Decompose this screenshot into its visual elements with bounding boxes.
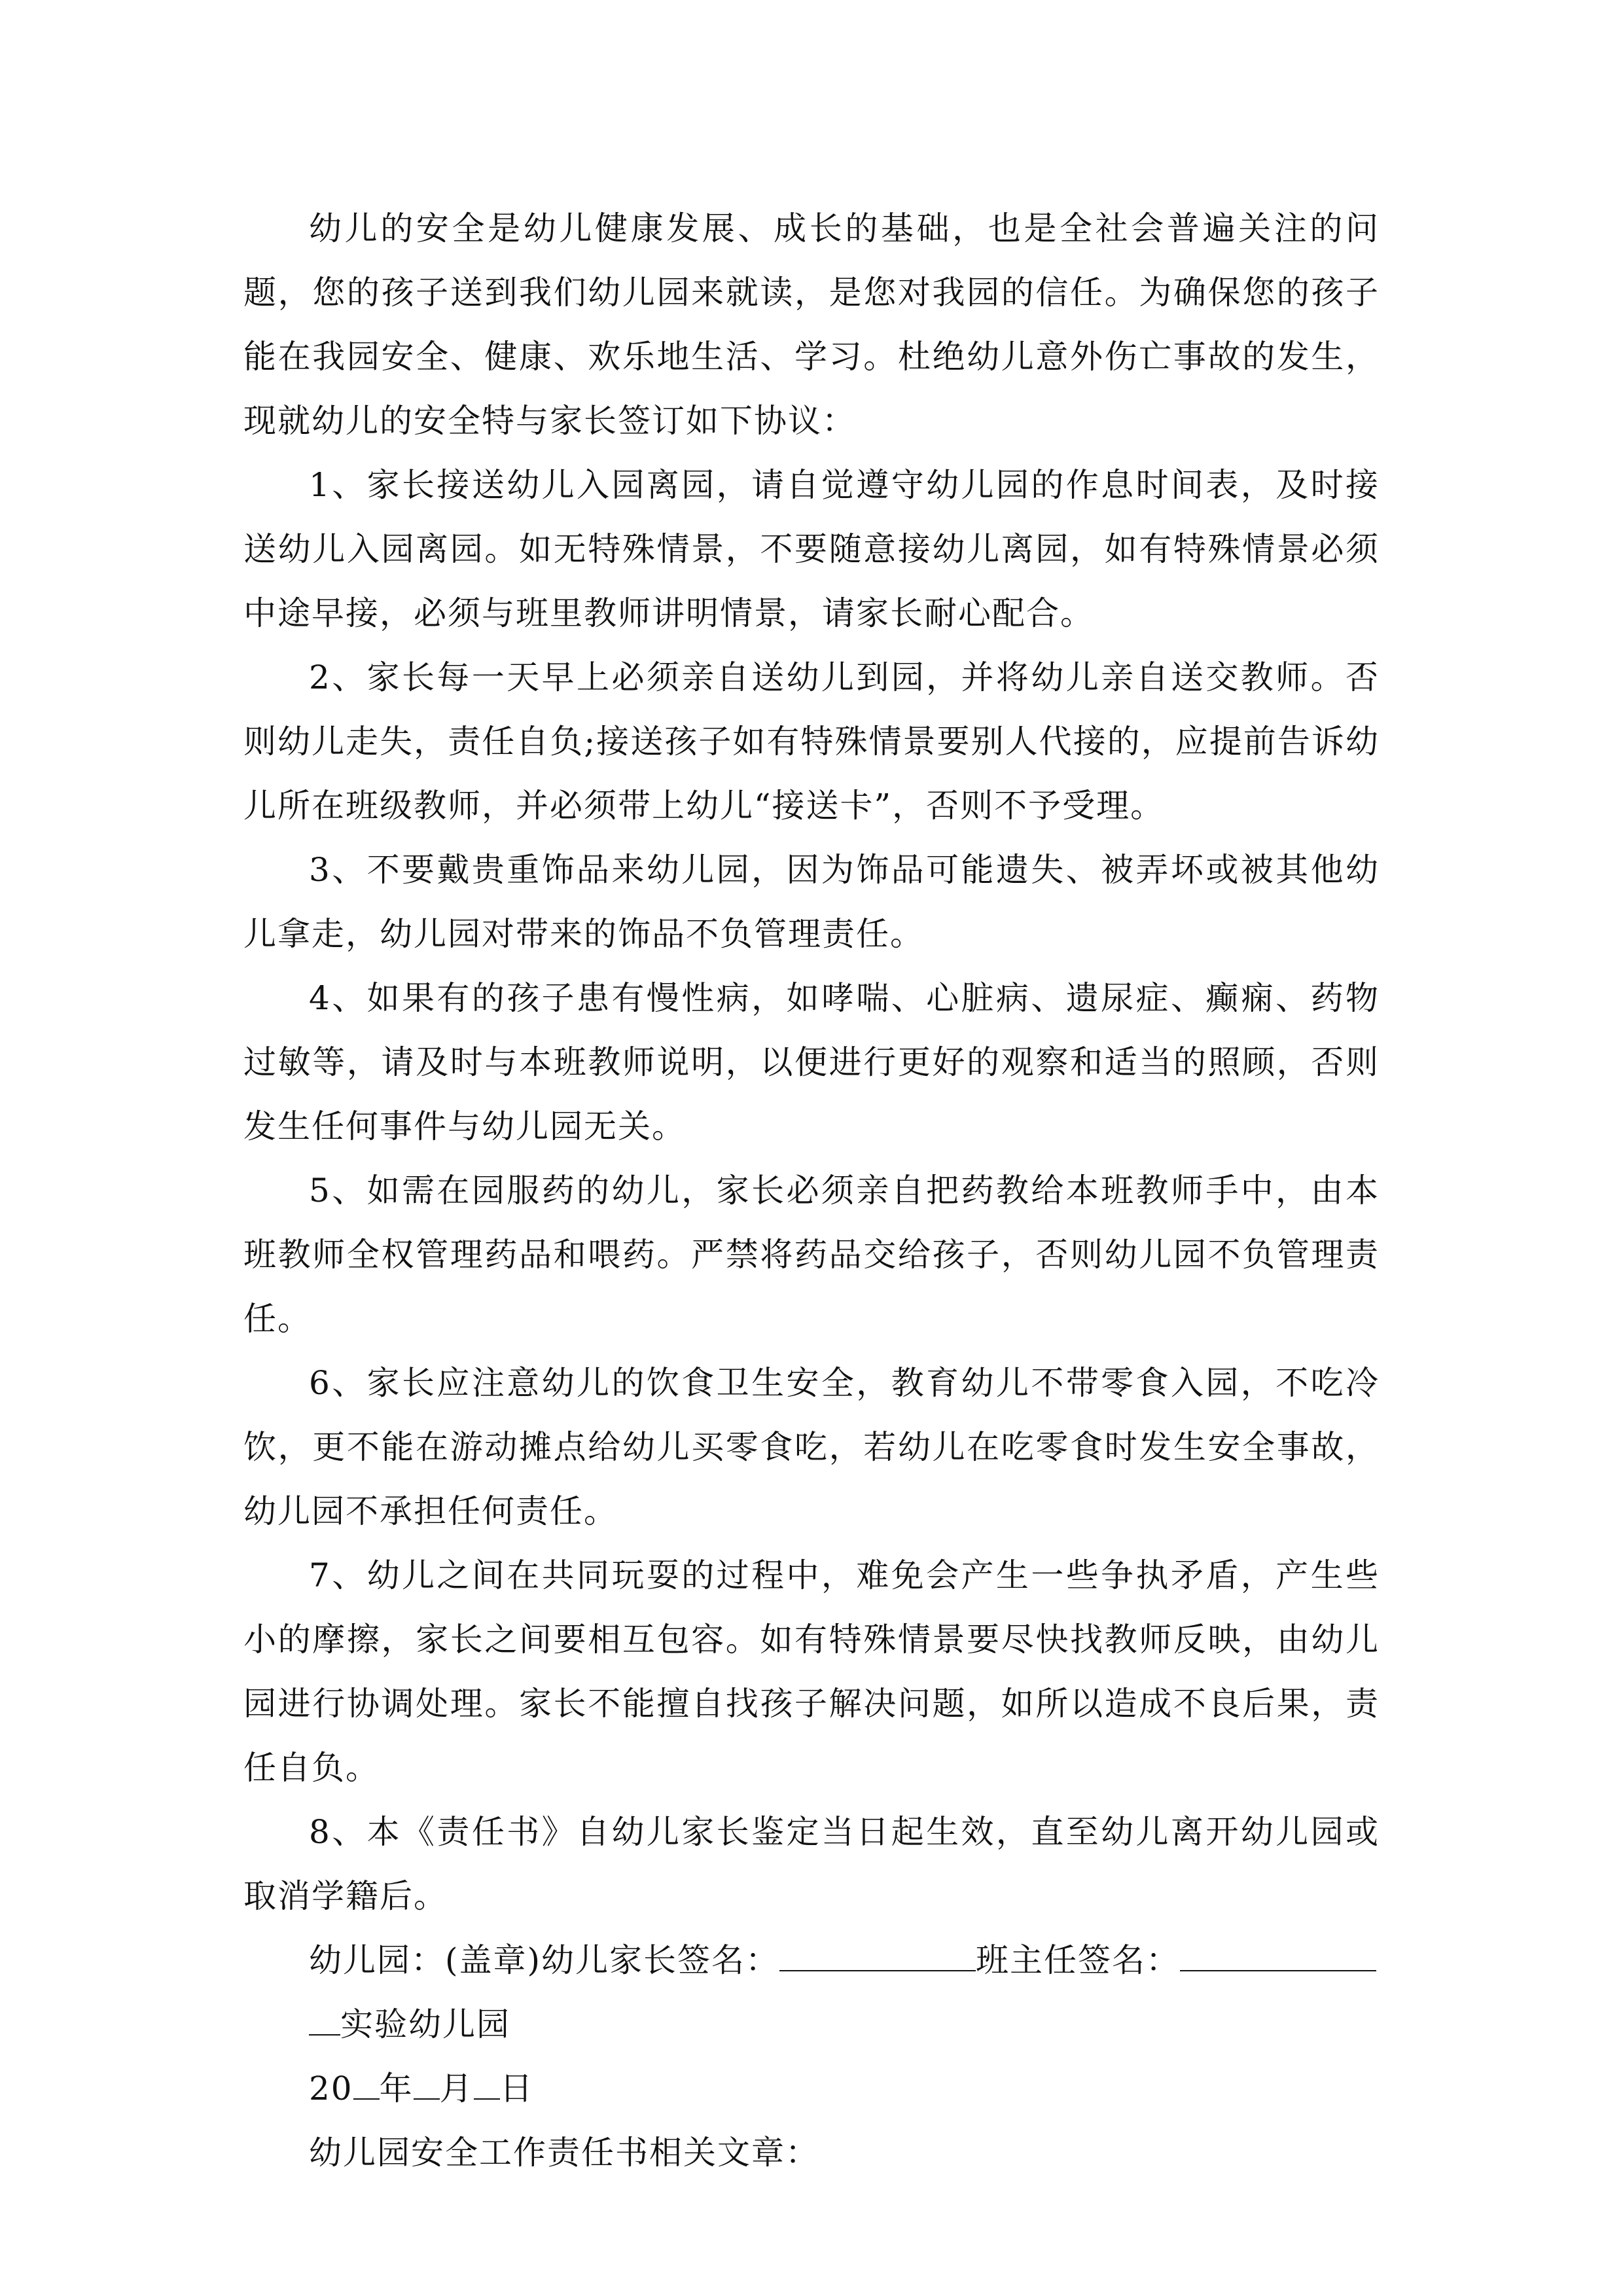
- clause-8: 8、本《责任书》自幼儿家长鉴定当日起生效，直至幼儿离开幼儿园或取消学籍后。: [243, 1813, 1380, 1915]
- teacher-signature-label: 班主任签名：: [976, 1941, 1181, 1979]
- month-blank: [414, 2064, 440, 2100]
- year-blank: [353, 2064, 380, 2100]
- date-prefix: 20: [309, 2070, 353, 2108]
- kindergarten-name-blank: [309, 2000, 340, 2036]
- kindergarten-stamp-label: 幼儿园：(盖章): [309, 1941, 542, 1979]
- parent-signature-label: 幼儿家长签名：: [541, 1941, 780, 1979]
- date-day-label: 日: [499, 2070, 534, 2108]
- clause-5: 5、如需在园服药的幼儿，家长必须亲自把药教给本班教师手中，由本班教师全权管理药品和喂药。严禁将药品交给孩子，否则幼儿园不负管理责任。: [243, 1172, 1380, 1338]
- clause-1: 1、家长接送幼儿入园离园，请自觉遵守幼儿园的作息时间表，及时接送幼儿入园离园。如无特殊情景，不要随意接幼儿离园，如有特殊情景必须中途早接，必须与班里教师讲明情景，请家长耐心配合。: [243, 466, 1380, 632]
- clause-4: 4、如果有的孩子患有慢性病，如哮喘、心脏病、遗尿症、癫痫、药物过敏等，请及时与本班教师说明，以便进行更好的观察和适当的照顾，否则发生任何事件与幼儿园无关。: [243, 979, 1380, 1145]
- signature-line: [243, 1928, 1380, 1992]
- clause-6: 6、家长应注意幼儿的饮食卫生安全，教育幼儿不带零食入园，不吃冷饮，更不能在游动摊点给幼儿买零食吃，若幼儿在吃零食时发生安全事故，幼儿园不承担任何责任。: [243, 1364, 1380, 1530]
- date-year-label: 年: [379, 2070, 414, 2108]
- kindergarten-name-line: [243, 1992, 1380, 2056]
- clause-7: 7、幼儿之间在共同玩耍的过程中，难免会产生一些争执矛盾，产生些小的摩擦，家长之间要相互包容。如有特殊情景要尽快找教师反映，由幼儿园进行协调处理。家长不能擅自找孩子解决问题，如所以造成不良后果，责任自负。: [243, 1556, 1380, 1787]
- day-blank: [474, 2064, 500, 2100]
- clause-2: 2、家长每一天早上必须亲自送幼儿到园，并将幼儿亲自送交教师。否则幼儿走失，责任自负;接送孩子如有特殊情景要别人代接的，应提前告诉幼儿所在班级教师，并必须带上幼儿“接送卡”，否则不予受理。: [243, 658, 1380, 825]
- clause-3: 3、不要戴贵重饰品来幼儿园，因为饰品可能遗失、被弄坏或被其他幼儿拿走，幼儿园对带来的饰品不负管理责任。: [243, 851, 1380, 953]
- parent-signature-blank: [779, 1936, 976, 1971]
- intro-paragraph: 幼儿的安全是幼儿健康发展、成长的基础，也是全社会普遍关注的问题，您的孩子送到我们幼儿园来就读，是您对我园的信任。为确保您的孩子能在我园安全、健康、欢乐地生活、学习。杜绝幼儿意外伤亡事故的发生，现就幼儿的安全特与家长签订如下协议：: [243, 209, 1380, 440]
- date-line: [243, 2056, 1380, 2121]
- related-articles-heading: 幼儿园安全工作责任书相关文章：: [309, 2134, 819, 2172]
- teacher-signature-blank: [1180, 1936, 1376, 1971]
- kindergarten-name: 实验幼儿园: [340, 2005, 510, 2043]
- date-month-label: 月: [439, 2070, 474, 2108]
